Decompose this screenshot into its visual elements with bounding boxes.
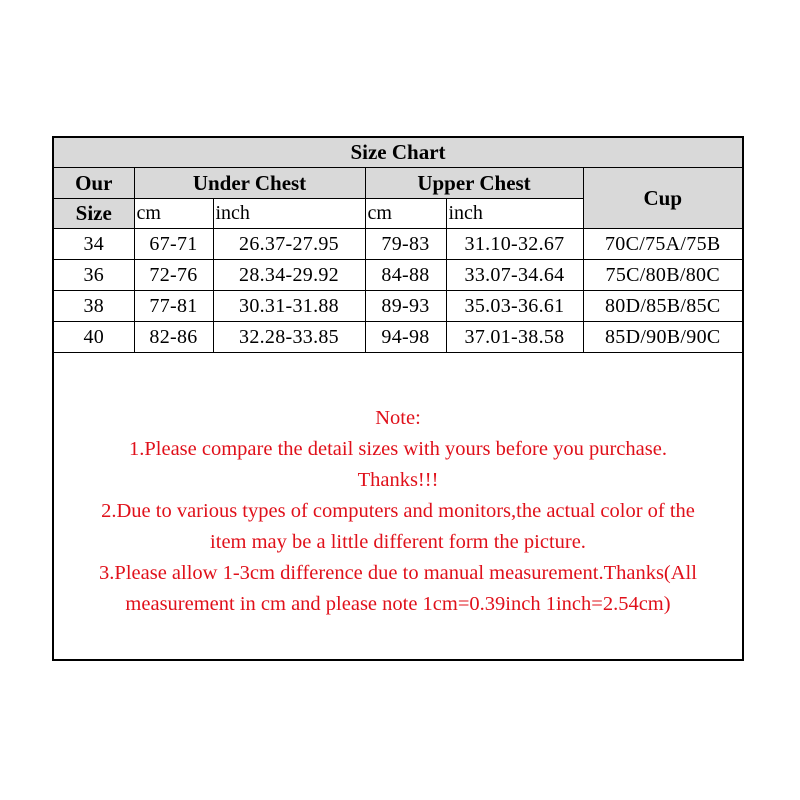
under-inch-cell: 26.37-27.95: [213, 229, 365, 260]
under-cm-cell: 72-76: [134, 260, 213, 291]
note-line: 1.Please compare the detail sizes with yours before you purchase.: [129, 438, 667, 460]
under-cm-cell: 77-81: [134, 291, 213, 322]
upper-chest-unit-cm: cm: [365, 199, 446, 229]
notes-block: [54, 403, 742, 620]
size-chart-frame: [52, 136, 744, 661]
size-cell: 36: [54, 260, 134, 291]
under-cm-cell: 67-71: [134, 229, 213, 260]
table-row: [54, 291, 742, 322]
note-heading: Note:: [375, 407, 421, 429]
our-size-header-line2: Size: [54, 199, 134, 229]
cup-cell: 70C/75A/75B: [583, 229, 742, 260]
size-cell: 40: [54, 322, 134, 353]
upper-inch-cell: 33.07-34.64: [446, 260, 583, 291]
size-cell: 38: [54, 291, 134, 322]
upper-cm-cell: 94-98: [365, 322, 446, 353]
title-row: [54, 138, 742, 168]
under-chest-unit-inch: inch: [213, 199, 365, 229]
under-inch-cell: 32.28-33.85: [213, 322, 365, 353]
under-inch-cell: 28.34-29.92: [213, 260, 365, 291]
size-cell: 34: [54, 229, 134, 260]
upper-chest-unit-inch: inch: [446, 199, 583, 229]
note-line: measurement in cm and please note 1cm=0.39inch 1inch=2.54cm): [125, 593, 671, 615]
table-row: [54, 322, 742, 353]
upper-inch-cell: 37.01-38.58: [446, 322, 583, 353]
table-row: [54, 229, 742, 260]
under-chest-unit-cm: cm: [134, 199, 213, 229]
note-line: 3.Please allow 1-3cm difference due to manual measurement.Thanks(All: [99, 562, 697, 584]
under-inch-cell: 30.31-31.88: [213, 291, 365, 322]
upper-cm-cell: 79-83: [365, 229, 446, 260]
upper-cm-cell: 84-88: [365, 260, 446, 291]
cup-cell: 75C/80B/80C: [583, 260, 742, 291]
chart-title: Size Chart: [54, 138, 742, 168]
upper-inch-cell: 35.03-36.61: [446, 291, 583, 322]
upper-inch-cell: 31.10-32.67: [446, 229, 583, 260]
upper-chest-header: Upper Chest: [365, 168, 583, 199]
note-line: Thanks!!!: [357, 469, 439, 491]
header-row: [54, 168, 742, 199]
upper-cm-cell: 89-93: [365, 291, 446, 322]
under-cm-cell: 82-86: [134, 322, 213, 353]
note-line: item may be a little different form the picture.: [210, 531, 586, 553]
cup-cell: 85D/90B/90C: [583, 322, 742, 353]
note-line: 2.Due to various types of computers and monitors,the actual color of the: [101, 500, 695, 522]
cup-header: Cup: [583, 168, 742, 229]
table-row: [54, 260, 742, 291]
cup-cell: 80D/85B/85C: [583, 291, 742, 322]
our-size-header-line1: Our: [54, 168, 134, 199]
size-chart-table: [54, 138, 742, 353]
under-chest-header: Under Chest: [134, 168, 365, 199]
